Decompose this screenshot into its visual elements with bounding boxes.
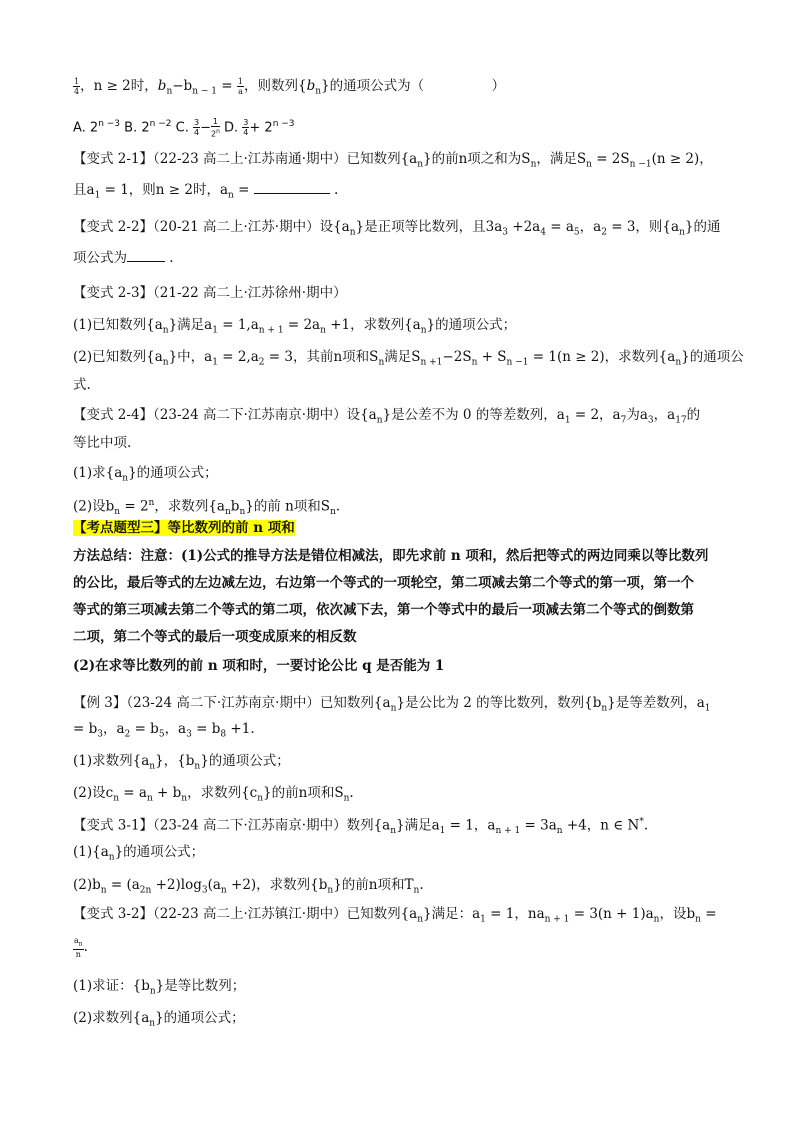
text-line: 【例 3】（23-24 高二下·江苏南京·期中）已知数列$\{a_n\}$是公比为 2 的等比数列，数列$\{b_n\}$是等差数列，$a_1$ bbox=[73, 695, 711, 714]
text-line: (1)求证：$\{b_n\}$是等比数列； bbox=[73, 978, 246, 997]
text-line: 【变式 3-2】（22-23 高二上·江苏镇江·期中）已知数列$\{a_n\}$满足：$a_1 = 1$，$na_{n + 1} = 3(n + 1)a_n$，设$b_n$ = bbox=[73, 906, 717, 925]
method-summary-line: 等式的第三项减去第二个等式的第二项，依次减下去，第一个等式中的最后一项减去第二个等式的倒数第 bbox=[73, 602, 694, 618]
text-line: 式. bbox=[73, 377, 91, 393]
text-line: $(2)b_n = (a_{2n} +2)\log_3(a_n +2)$，求数列$\{b_n\}$的前n项和$T_n$. bbox=[73, 877, 424, 896]
fraction: $\frac{1}{4}$ bbox=[74, 77, 80, 96]
text-line: 【变式 2-1】（22-23 高二上·江苏南通·期中）已知数列$\{a_n\}$的前n项之和为$S_n$，满足$S_n = 2S_{n -1}(n \ge 2)$， bbox=[73, 151, 713, 170]
text-line: = $b_3$，$a_2 = b_5$，$a_3 = b_8 +1$. bbox=[73, 721, 255, 740]
text-line: 且$a_1 = 1$，则n ≥ 2时，$a_n$ = . bbox=[73, 179, 338, 206]
answer-blank bbox=[254, 179, 330, 194]
method-summary-line: 的公比，最后等式的左边减左边，右边第一个等式的一项轮空，第二项减去第二个等式的第一项，第一个 bbox=[73, 575, 694, 591]
fraction: $\frac{1}{a}$ bbox=[237, 77, 243, 96]
fraction: $\frac{a_n}{n}$ bbox=[74, 936, 83, 959]
method-summary-line: 二项，第二个等式的最后一项变成原来的相反数 bbox=[73, 629, 357, 645]
text-line: 等比中项. bbox=[73, 435, 132, 451]
text-line: 【变式 2-4】（23-24 高二下·江苏南京·期中）设$\{a_n\}$是公差不为 0 的等差数列，$a_1 = 2$，$a_7$为$a_3$，$a_{17}$的 bbox=[73, 407, 701, 426]
answer-blank bbox=[127, 247, 165, 262]
text-line: (1)已知数列$\{a_n\}$满足$a_1 = 1,a_{n + 1} = 2a_n +1$，求数列$\{a_n\}$的通项公式； bbox=[73, 317, 517, 336]
section-heading: 【考点题型三】等比数列的前 n 项和 bbox=[73, 520, 295, 536]
text-line: (1)求数列$\{a_n\}$，$\{b_n\}$的通项公式； bbox=[73, 753, 290, 772]
text-line: (2)求数列$\{a_n\}$的通项公式； bbox=[73, 1010, 245, 1029]
text-line: 【变式 2-3】（21-22 高二上·江苏徐州·期中） bbox=[73, 285, 347, 301]
method-summary-line: (2)在求等比数列的前 n 项和时，一要讨论公比 q 是否能为 1 bbox=[73, 658, 445, 674]
fraction: $\frac{3}{4}$ bbox=[243, 118, 249, 138]
text-line: $(1)\{a_n\}$的通项公式； bbox=[73, 844, 205, 863]
answer-choices: A. $2^{n -3}$ B. $2^{n -2}$ C. $\frac{3}{4}$ − $\frac{1}{2^n}$ D. $\frac{3}{4}$ + $2^{n -3}$ bbox=[73, 117, 295, 139]
text-line: $\frac{a_n}{n}$ . bbox=[74, 936, 88, 959]
text-line: (2)已知数列$\{a_n\}$中，$a_1 = 2,a_2 = 3$，其前n项和$S_n$满足$S_{n +1}-2S_n + S_{n -1} = 1(n \ge 2)$，求数列$\{a_n\}$的通项公 bbox=[73, 349, 744, 368]
text-line: $\frac{1}{4}$ ，n ≥ 2时，$b_n-b_{n - 1}$ = $\frac{1}{a}$ ，则数列$\{b_n\}$的通项公式为（ ） bbox=[74, 77, 506, 97]
text-line: (1)求$\{a_n\}$的通项公式； bbox=[73, 465, 218, 484]
fraction: $\frac{1}{2^n}$ bbox=[210, 117, 220, 139]
text-line: 项公式为 . bbox=[73, 247, 174, 268]
text-line: 【变式 2-2】（20-21 高二上·江苏·期中）设$\{a_n\}$是正项等比数列，且$3a_3 +2a_4 = a_5$，$a_2 = 3$，则$\{a_n\}$的通 bbox=[73, 219, 721, 238]
text-line: (2)设$b_n = 2^n$，求数列$\{a_nb_n\}$的前 n项和$S_n$. bbox=[73, 498, 341, 518]
fraction: $\frac{3}{4}$ bbox=[193, 118, 200, 138]
method-summary-line: 方法总结：注意：(1)公式的推导方法是错位相减法，即先求前 n 项和，然后把等式的两边同乘以等比数列 bbox=[73, 548, 709, 564]
text-line: (2)设$c_n = a_n + b_n$，求数列$\{c_n\}$的前n项和$S_n$. bbox=[73, 785, 354, 804]
text-line: 【变式 3-1】（23-24 高二下·江苏南京·期中）数列$\{a_n\}$满足$a_1 = 1$，$a_{n + 1} = 3a_n +4$，n ∈ N*. bbox=[73, 817, 649, 837]
